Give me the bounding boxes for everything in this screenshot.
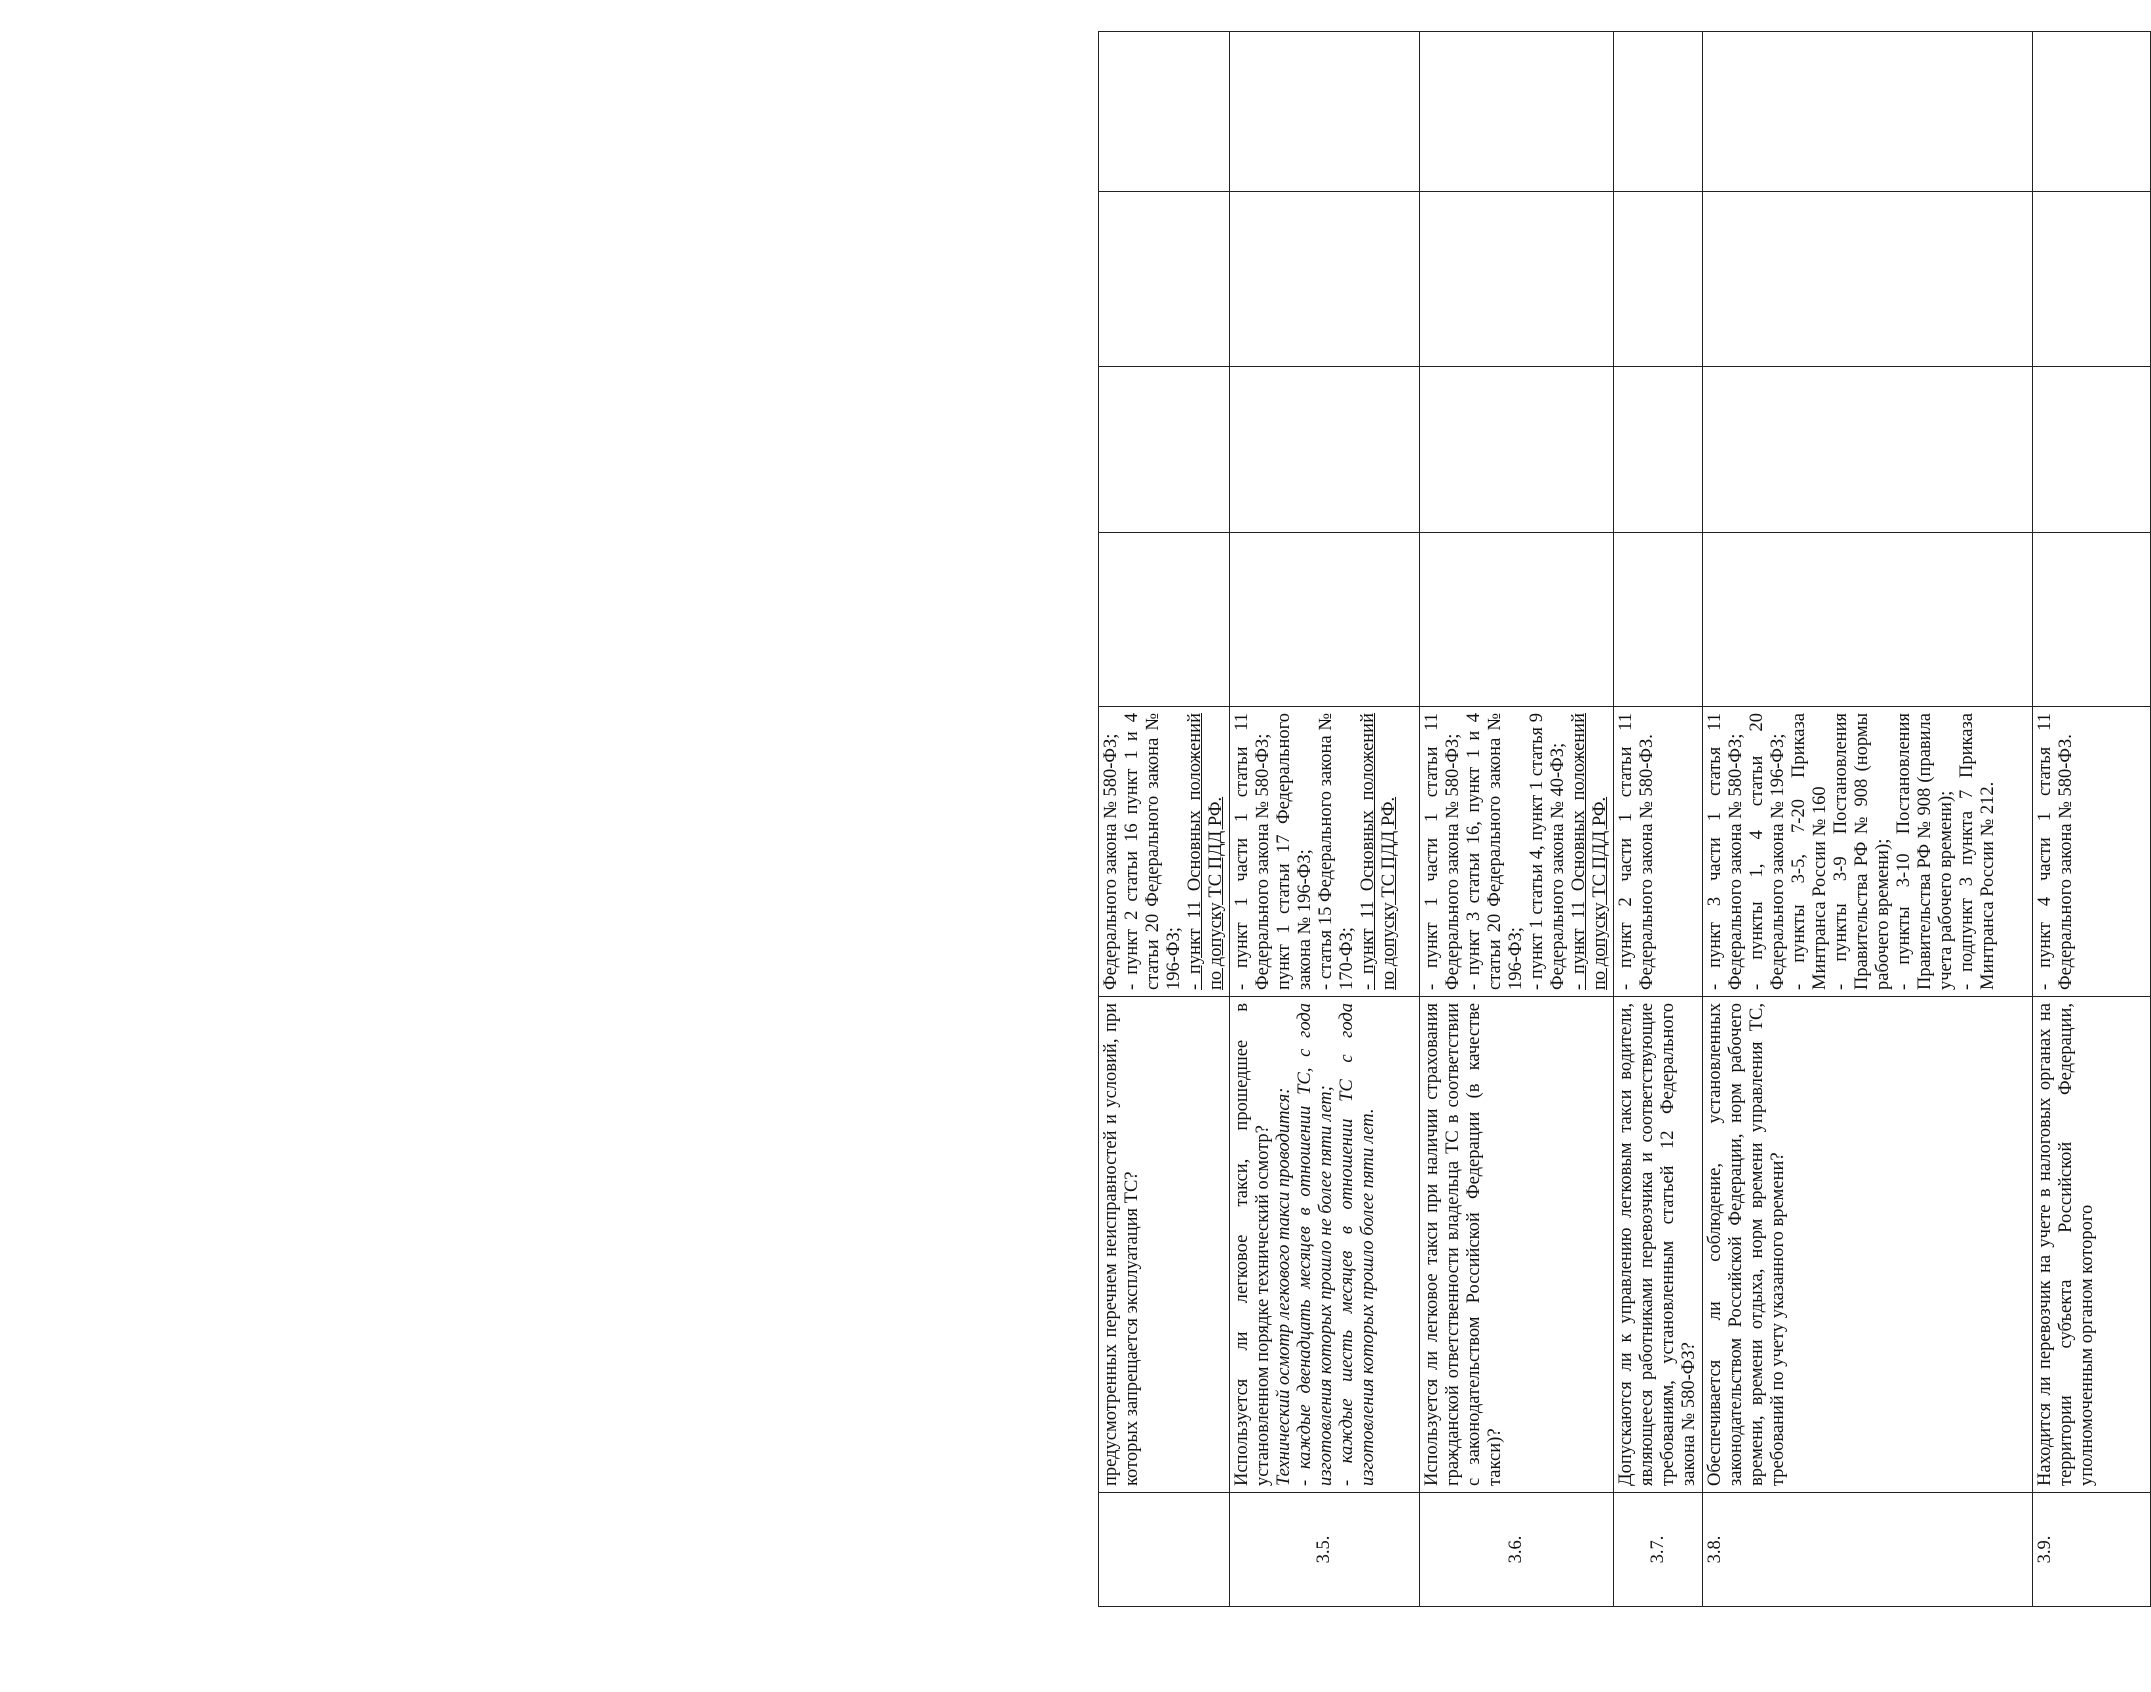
ref-line: - пункт 2 статьи 16 пункт 1 и 4 статьи 20 Федерального закона № 196-ФЗ; xyxy=(1122,713,1184,990)
empty-cell xyxy=(1703,192,2033,367)
row-number: 3.5. xyxy=(1230,1493,1420,1607)
rotated-page xyxy=(1098,32,2102,1607)
empty-cell xyxy=(1420,192,1614,367)
ref-line: - пункт 3 части 1 статья 11 Федерального закона № 580-ФЗ; xyxy=(1705,713,1746,990)
empty-cell xyxy=(1230,367,1420,533)
empty-cell xyxy=(1099,192,1230,367)
ref-line: - пункт 11 Основных положений по допуску ТС ПДД РФ. xyxy=(1358,713,1399,990)
empty-cell xyxy=(1420,533,1614,707)
empty-cell xyxy=(1420,32,1614,192)
question-text: предусмотренных перечнем неисправностей и условий, при которых запрещается эксплуатация ТС? xyxy=(1101,1003,1142,1486)
ref-line: - пункт 2 части 1 статьи 11 Федерального закона № 580-ФЗ. xyxy=(1616,713,1657,990)
question-cell xyxy=(2033,997,2151,1493)
empty-cell xyxy=(1099,32,1230,192)
references-cell xyxy=(2033,707,2151,997)
question-cell xyxy=(1420,997,1614,1493)
references-cell xyxy=(1420,707,1614,997)
question-text: Используется ли легковое такси при наличии страхования гражданской ответственности владельца ТС в соответствии с законодательством Российской Федерации (в качестве такси)? xyxy=(1422,1003,1505,1486)
empty-cell xyxy=(1703,533,2033,707)
ref-line: - пункты 3-5, 7-20 Приказа Минтранса России № 160 xyxy=(1789,713,1830,990)
question-text: Используется ли легковое такси, прошедшее в установленном порядке технический осмотр? xyxy=(1232,1003,1273,1486)
ref-line: - пункт 11 Основных положений по допуску ТС ПДД РФ. xyxy=(1569,713,1610,990)
empty-cell xyxy=(1230,32,1420,192)
ref-line: - пункт 4 части 1 статья 11 Федерального закона № 580-ФЗ. xyxy=(2035,713,2076,990)
question-text: Допускаются ли к управлению легковым такси водители, являющееся работниками перевозчика и соответствующие требованиям, установленным статьей 12 Федерального закона № 580-ФЗ? xyxy=(1616,1003,1699,1486)
ref-line: - пункты 3-9 Постановления Правительства РФ № 908 (нормы рабочего времени); xyxy=(1831,713,1893,990)
row-number: 3.8. xyxy=(1703,1493,2033,1607)
empty-cell xyxy=(1099,367,1230,533)
question-text: Обеспечивается ли соблюдение, установленных законодательством Российской Федерации, норм рабочего времени, времени отдыха, норм времени управления ТС, требований по учету указанного времени? xyxy=(1705,1003,1788,1486)
empty-cell xyxy=(1614,192,1703,367)
ref-line: пункт 1 статьи 17 Федерального закона № 196-ФЗ; xyxy=(1274,713,1315,990)
ref-line: - пункт 1 части 1 статьи 11 Федерального закона № 580-ФЗ; xyxy=(1422,713,1463,990)
question-note: - каждые шесть месяцев в отношении ТС с года изготовления которых прошло более пяти лет. xyxy=(1337,1003,1378,1486)
question-note: Технический осмотр легкового такси проводится: xyxy=(1274,1087,1294,1486)
empty-cell xyxy=(2033,32,2151,192)
ref-line: - пункт 1 части 1 статьи 11 Федерального закона № 580-ФЗ; xyxy=(1232,713,1273,990)
empty-cell xyxy=(1614,32,1703,192)
empty-cell xyxy=(2033,192,2151,367)
checklist-table xyxy=(1098,31,2151,1607)
table-row xyxy=(1230,32,1420,1607)
ref-line: Федерального закона № 580-ФЗ; xyxy=(1101,733,1121,990)
row-number: 3.9. xyxy=(2033,1493,2151,1607)
question-note: - каждые двенадцать месяцев в отношении ТС, с года изготовления которых прошло не более пяти лет; xyxy=(1295,1003,1336,1486)
row-number xyxy=(1099,1493,1230,1607)
ref-line: - пункт 1 статьи 4, пункт 1 статья 9 Федерального закона № 40-ФЗ; xyxy=(1527,713,1568,990)
ref-line: - пункт 11 Основных положений по допуску ТС ПДД РФ. xyxy=(1185,713,1226,990)
empty-cell xyxy=(2033,367,2151,533)
empty-cell xyxy=(1230,192,1420,367)
references-cell xyxy=(1099,707,1230,997)
table-row xyxy=(2033,32,2151,1607)
references-cell xyxy=(1614,707,1703,997)
table-row xyxy=(1099,32,1230,1607)
ref-line: - пункт 3 статьи 16, пункт 1 и 4 статьи 20 Федерального закона № 196-ФЗ; xyxy=(1464,713,1526,990)
question-cell xyxy=(1099,997,1230,1493)
table-row xyxy=(1420,32,1614,1607)
empty-cell xyxy=(1703,367,2033,533)
question-cell xyxy=(1614,997,1703,1493)
table-row xyxy=(1614,32,1703,1607)
row-number: 3.7. xyxy=(1614,1493,1703,1607)
empty-cell xyxy=(1099,533,1230,707)
empty-cell xyxy=(1230,533,1420,707)
empty-cell xyxy=(1614,533,1703,707)
references-cell xyxy=(1230,707,1420,997)
ref-line: - подпункт 3 пункта 7 Приказа Минтранса России № 212. xyxy=(1957,713,1998,990)
empty-cell xyxy=(1420,367,1614,533)
question-text: Находится ли перевозчик на учете в налоговых органах на территории субъекта Российской Федерации, уполномоченным органом которого xyxy=(2035,1003,2097,1486)
table-row xyxy=(1703,32,2033,1607)
question-cell xyxy=(1703,997,2033,1493)
ref-line: - пункты 3-10 Постановления Правительства РФ № 908 (правила учета рабочего времени); xyxy=(1894,713,1956,990)
references-cell xyxy=(1703,707,2033,997)
question-cell xyxy=(1230,997,1420,1493)
empty-cell xyxy=(1614,367,1703,533)
row-number: 3.6. xyxy=(1420,1493,1614,1607)
empty-cell xyxy=(1703,32,2033,192)
ref-line: - пункты 1, 4 статьи 20 Федерального закона № 196-ФЗ; xyxy=(1747,713,1788,990)
ref-line: - статья 15 Федерального закона № 170-ФЗ; xyxy=(1316,713,1357,990)
empty-cell xyxy=(2033,533,2151,707)
